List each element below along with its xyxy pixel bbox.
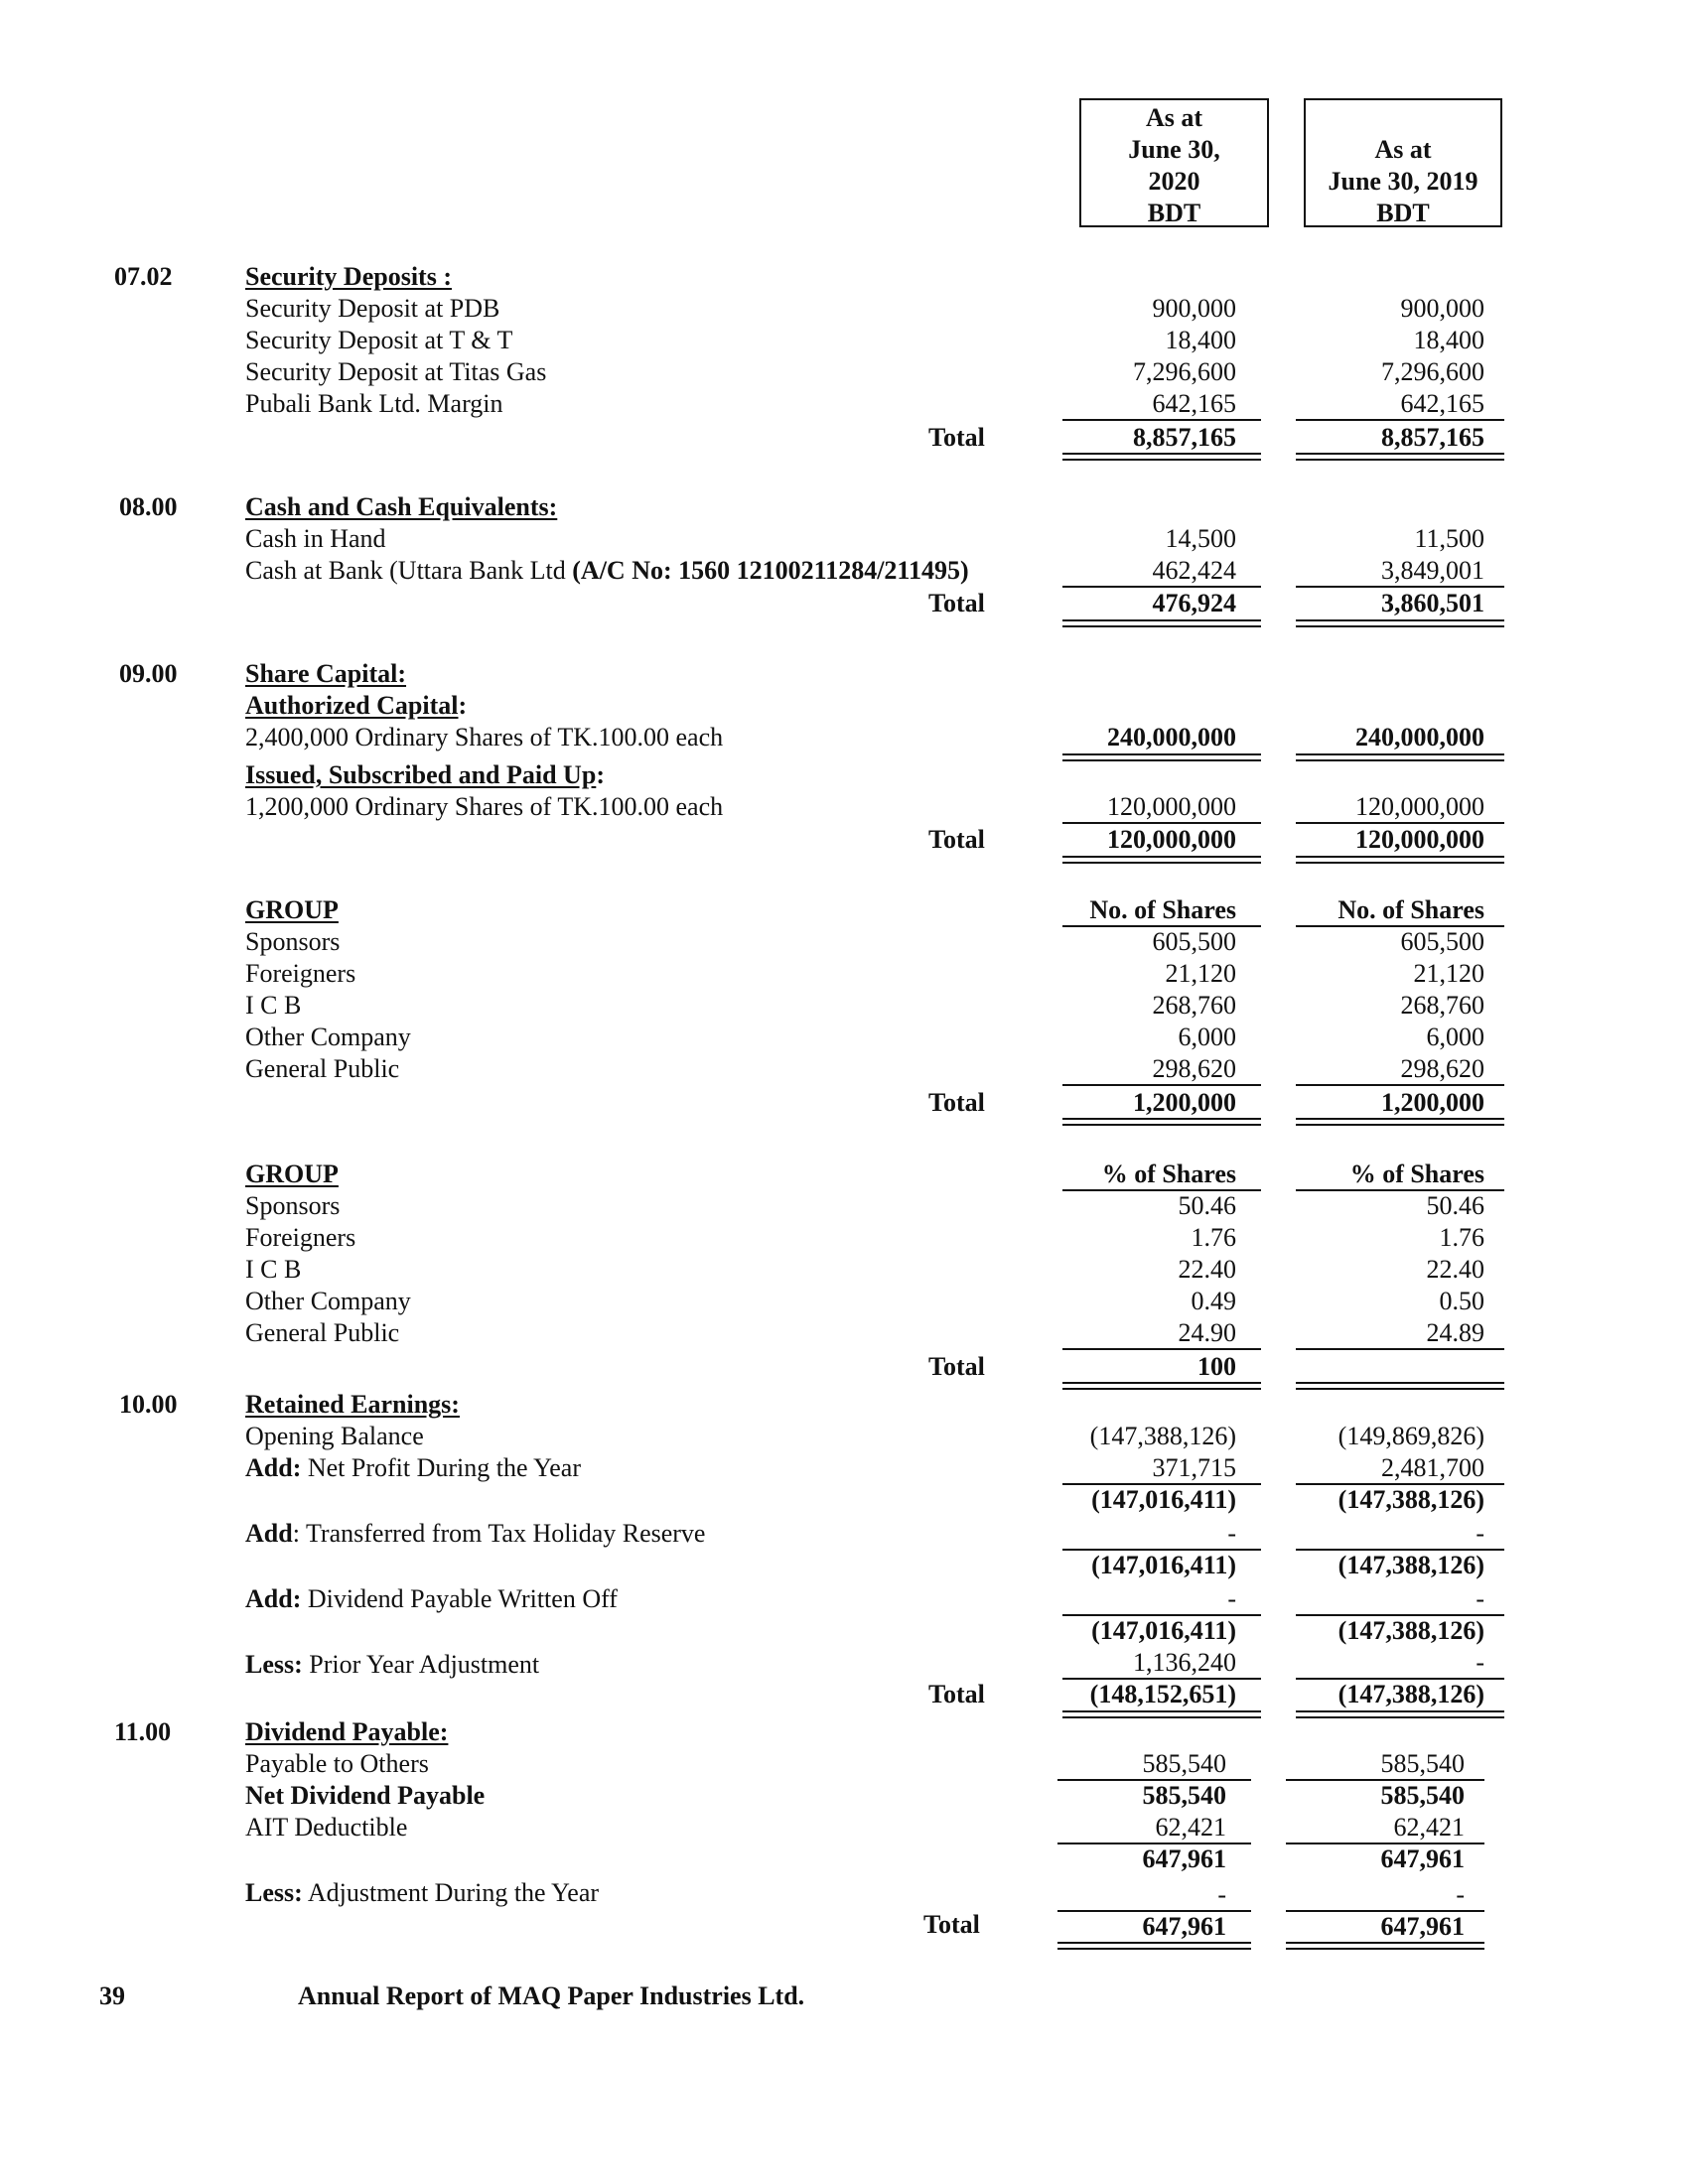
value-2019: 240,000,000: [1355, 723, 1484, 751]
value-2020: -: [1227, 1584, 1236, 1613]
value-2019: 298,620: [1400, 1054, 1484, 1083]
value-2019: 268,760: [1400, 991, 1484, 1020]
row-label: [245, 1453, 581, 1483]
total-label: Total: [928, 589, 985, 617]
value-2020: 24.90: [1178, 1318, 1236, 1347]
tax-holiday-label: : Transferred from Tax Holiday Reserve: [292, 1519, 706, 1548]
subtotal-2019: 647,961: [1380, 1844, 1465, 1873]
row-label: Opening Balance: [245, 1422, 424, 1450]
total-label: Total: [928, 423, 985, 452]
row-label: Other Company: [245, 1023, 411, 1051]
total-label: Total: [928, 1352, 985, 1381]
less-prefix: Less:: [245, 1650, 303, 1679]
section-title-cash: Cash and Cash Equivalents:: [245, 492, 558, 521]
double-rule: [1296, 1382, 1504, 1390]
add-prefix: Add: [245, 1519, 293, 1548]
value-2020: 62,421: [1155, 1813, 1226, 1842]
value-2019: 24.89: [1426, 1318, 1484, 1347]
rule: [1062, 1084, 1261, 1086]
total-label: Total: [923, 1910, 980, 1939]
double-rule: [1062, 619, 1261, 627]
total-label: Total: [928, 1088, 985, 1117]
dividend-written-off-label: Dividend Payable Written Off: [301, 1584, 618, 1613]
value-2019: -: [1476, 1584, 1484, 1613]
value-2019: 585,540: [1380, 1749, 1465, 1778]
section-number-1000: 10.00: [119, 1390, 178, 1419]
double-rule: [1057, 1942, 1251, 1950]
value-2020: 6,000: [1178, 1023, 1236, 1051]
value-2020: 240,000,000: [1107, 723, 1236, 751]
subtotal-2019: (147,388,126): [1337, 1551, 1484, 1579]
value-2020: 585,540: [1142, 1781, 1226, 1810]
total-2020: 8,857,165: [1133, 423, 1236, 452]
double-rule: [1296, 1118, 1504, 1126]
total-2020: (148,152,651): [1089, 1680, 1236, 1708]
adjustment-label: Adjustment During the Year: [302, 1878, 600, 1907]
column-header-2020: [1079, 98, 1269, 227]
issued-capital-heading: Issued, Subscribed and Paid Up:: [245, 760, 605, 789]
value-2019: 1.76: [1439, 1223, 1484, 1252]
double-rule: [1062, 1710, 1261, 1718]
less-prefix: Less:: [245, 1878, 303, 1907]
rule: [1296, 1084, 1504, 1086]
subtotal-2019: (147,388,126): [1337, 1616, 1484, 1645]
add-prefix: Add:: [245, 1584, 302, 1613]
double-rule: [1296, 1710, 1504, 1718]
value-2020: 0.49: [1191, 1287, 1236, 1315]
row-label: AIT Deductible: [245, 1813, 408, 1842]
value-2020: 900,000: [1152, 294, 1236, 323]
total-2020: 476,924: [1152, 589, 1236, 617]
rule: [1062, 1348, 1261, 1350]
value-2020: 268,760: [1152, 991, 1236, 1020]
value-2020: 21,120: [1165, 959, 1236, 988]
header-2019-line-3: BDT: [1376, 199, 1430, 227]
double-rule: [1062, 453, 1261, 461]
authorized-capital-heading: Authorized Capital:: [245, 691, 468, 720]
total-2020: 647,961: [1142, 1912, 1226, 1941]
value-2020: 18,400: [1165, 326, 1236, 354]
value-2020: 1,136,240: [1133, 1648, 1236, 1677]
rule: [1062, 419, 1261, 421]
double-rule: [1062, 1382, 1261, 1390]
rule: [1062, 586, 1261, 588]
header-2020-line-4: BDT: [1147, 199, 1201, 227]
value-2019: 900,000: [1400, 294, 1484, 323]
double-rule: [1062, 856, 1261, 864]
value-2020: 7,296,600: [1133, 357, 1236, 386]
value-2019: -: [1456, 1880, 1465, 1909]
value-2019: 642,165: [1400, 389, 1484, 418]
row-label: Net Dividend Payable: [245, 1781, 486, 1810]
section-title-share-capital: Share Capital:: [245, 659, 407, 688]
row-label: Other Company: [245, 1287, 411, 1315]
subtotal-2020: (147,016,411): [1091, 1551, 1236, 1579]
value-2020: (147,388,126): [1089, 1422, 1236, 1450]
value-2019: 120,000,000: [1355, 792, 1484, 821]
section-number-0702: 07.02: [114, 262, 173, 291]
section-number-1100: 11.00: [114, 1717, 172, 1746]
row-label: 2,400,000 Ordinary Shares of TK.100.00 each: [245, 723, 724, 751]
header-2020-line-1: As at: [1145, 103, 1203, 132]
value-2020: 50.46: [1178, 1191, 1236, 1220]
double-rule: [1296, 856, 1504, 864]
total-label: Total: [928, 825, 985, 854]
header-2020-line-3: 2020: [1148, 167, 1200, 196]
row-label: Security Deposit at PDB: [245, 294, 500, 323]
group-heading: GROUP: [245, 895, 339, 924]
double-rule: [1286, 1942, 1484, 1950]
subtotal-2020: 647,961: [1142, 1844, 1226, 1873]
row-label: Sponsors: [245, 927, 341, 956]
row-label: I C B: [245, 991, 302, 1020]
total-2020: 100: [1197, 1352, 1236, 1381]
prior-year-label: Prior Year Adjustment: [302, 1650, 540, 1679]
value-2020: 22.40: [1178, 1255, 1236, 1284]
row-label: General Public: [245, 1318, 400, 1347]
value-2020: 462,424: [1152, 556, 1236, 585]
subtotal-2020: (147,016,411): [1091, 1485, 1236, 1514]
double-rule: [1062, 753, 1261, 761]
value-2019: 7,296,600: [1381, 357, 1484, 386]
value-2020: 371,715: [1152, 1453, 1236, 1482]
value-2020: -: [1227, 1519, 1236, 1548]
value-2020: -: [1217, 1880, 1226, 1909]
value-2020: 1.76: [1191, 1223, 1236, 1252]
column-header-2019: [1304, 98, 1502, 227]
value-2019: 0.50: [1439, 1287, 1484, 1315]
group-heading: GROUP: [245, 1160, 339, 1188]
row-label: Payable to Others: [245, 1749, 429, 1778]
section-title-dividend-payable: Dividend Payable:: [245, 1717, 449, 1746]
section-title-retained-earnings: Retained Earnings:: [245, 1390, 460, 1419]
row-label: [245, 556, 969, 586]
value-2019: 3,849,001: [1381, 556, 1484, 585]
value-2020: 642,165: [1152, 389, 1236, 418]
value-2019: 585,540: [1380, 1781, 1465, 1810]
value-2019: 50.46: [1426, 1191, 1484, 1220]
value-2020: 585,540: [1142, 1749, 1226, 1778]
header-2019-line-2: June 30, 2019: [1328, 167, 1478, 196]
row-label: Pubali Bank Ltd. Margin: [245, 389, 503, 418]
rule: [1296, 419, 1504, 421]
column-head-2019: No. of Shares: [1337, 895, 1484, 924]
rule: [1296, 586, 1504, 588]
total-2020: 120,000,000: [1107, 825, 1236, 854]
cash-at-bank-label: Cash at Bank (Uttara Bank Ltd: [245, 556, 573, 585]
footer-title: Annual Report of MAQ Paper Industries Ltd.: [298, 1981, 805, 2010]
total-2019: 8,857,165: [1381, 423, 1484, 452]
row-label: Foreigners: [245, 959, 356, 988]
value-2019: -: [1476, 1519, 1484, 1548]
total-2019: 120,000,000: [1355, 825, 1484, 854]
row-label: Sponsors: [245, 1191, 341, 1220]
value-2019: 22.40: [1426, 1255, 1484, 1284]
subtotal-2020: (147,016,411): [1091, 1616, 1236, 1645]
section-number-0900: 09.00: [119, 659, 178, 688]
double-rule: [1062, 1118, 1261, 1126]
row-label: 1,200,000 Ordinary Shares of TK.100.00 each: [245, 792, 724, 821]
add-prefix: Add:: [245, 1453, 302, 1482]
value-2019: 18,400: [1413, 326, 1484, 354]
value-2020: 298,620: [1152, 1054, 1236, 1083]
section-number-0800: 08.00: [119, 492, 178, 521]
row-label: [245, 1584, 618, 1614]
header-2020-line-2: June 30,: [1128, 135, 1220, 164]
value-2019: 21,120: [1413, 959, 1484, 988]
value-2020: 120,000,000: [1107, 792, 1236, 821]
value-2020: 605,500: [1152, 927, 1236, 956]
row-label: Foreigners: [245, 1223, 356, 1252]
row-label: Cash in Hand: [245, 524, 386, 553]
total-2019: 1,200,000: [1381, 1088, 1484, 1117]
total-2019: 647,961: [1380, 1912, 1465, 1941]
double-rule: [1296, 753, 1504, 761]
authorized-title: Authorized Capital: [245, 691, 459, 720]
row-label: Security Deposit at Titas Gas: [245, 357, 547, 386]
row-label: General Public: [245, 1054, 400, 1083]
rule: [1062, 822, 1261, 824]
total-2019: 3,860,501: [1381, 589, 1484, 617]
issued-title: Issued, Subscribed and Paid Up: [245, 760, 597, 789]
header-2019-line-1: As at: [1374, 135, 1432, 164]
account-number: (A/C No: 1560 12100211284/211495): [572, 556, 969, 585]
double-rule: [1296, 619, 1504, 627]
row-label: [245, 1878, 599, 1908]
section-title-security-deposits: Security Deposits :: [245, 262, 452, 291]
value-2019: 11,500: [1414, 524, 1484, 553]
value-2019: 62,421: [1393, 1813, 1465, 1842]
value-2020: 14,500: [1165, 524, 1236, 553]
page-number: 39: [99, 1981, 125, 2010]
value-2019: 2,481,700: [1381, 1453, 1484, 1482]
value-2019: 6,000: [1426, 1023, 1484, 1051]
rule: [1296, 1348, 1504, 1350]
net-profit-label: Net Profit During the Year: [301, 1453, 581, 1482]
row-label: [245, 1519, 705, 1549]
value-2019: 605,500: [1400, 927, 1484, 956]
column-head-2020: % of Shares: [1101, 1160, 1236, 1188]
total-label: Total: [928, 1680, 985, 1708]
value-2019: -: [1476, 1648, 1484, 1677]
row-label: [245, 1650, 539, 1680]
subtotal-2019: (147,388,126): [1337, 1485, 1484, 1514]
row-label: Security Deposit at T & T: [245, 326, 513, 354]
column-head-2019: % of Shares: [1349, 1160, 1484, 1188]
total-2020: 1,200,000: [1133, 1088, 1236, 1117]
double-rule: [1296, 453, 1504, 461]
rule: [1296, 822, 1504, 824]
total-2019: (147,388,126): [1337, 1680, 1484, 1708]
value-2019: (149,869,826): [1337, 1422, 1484, 1450]
row-label: I C B: [245, 1255, 302, 1284]
column-head-2020: No. of Shares: [1089, 895, 1236, 924]
